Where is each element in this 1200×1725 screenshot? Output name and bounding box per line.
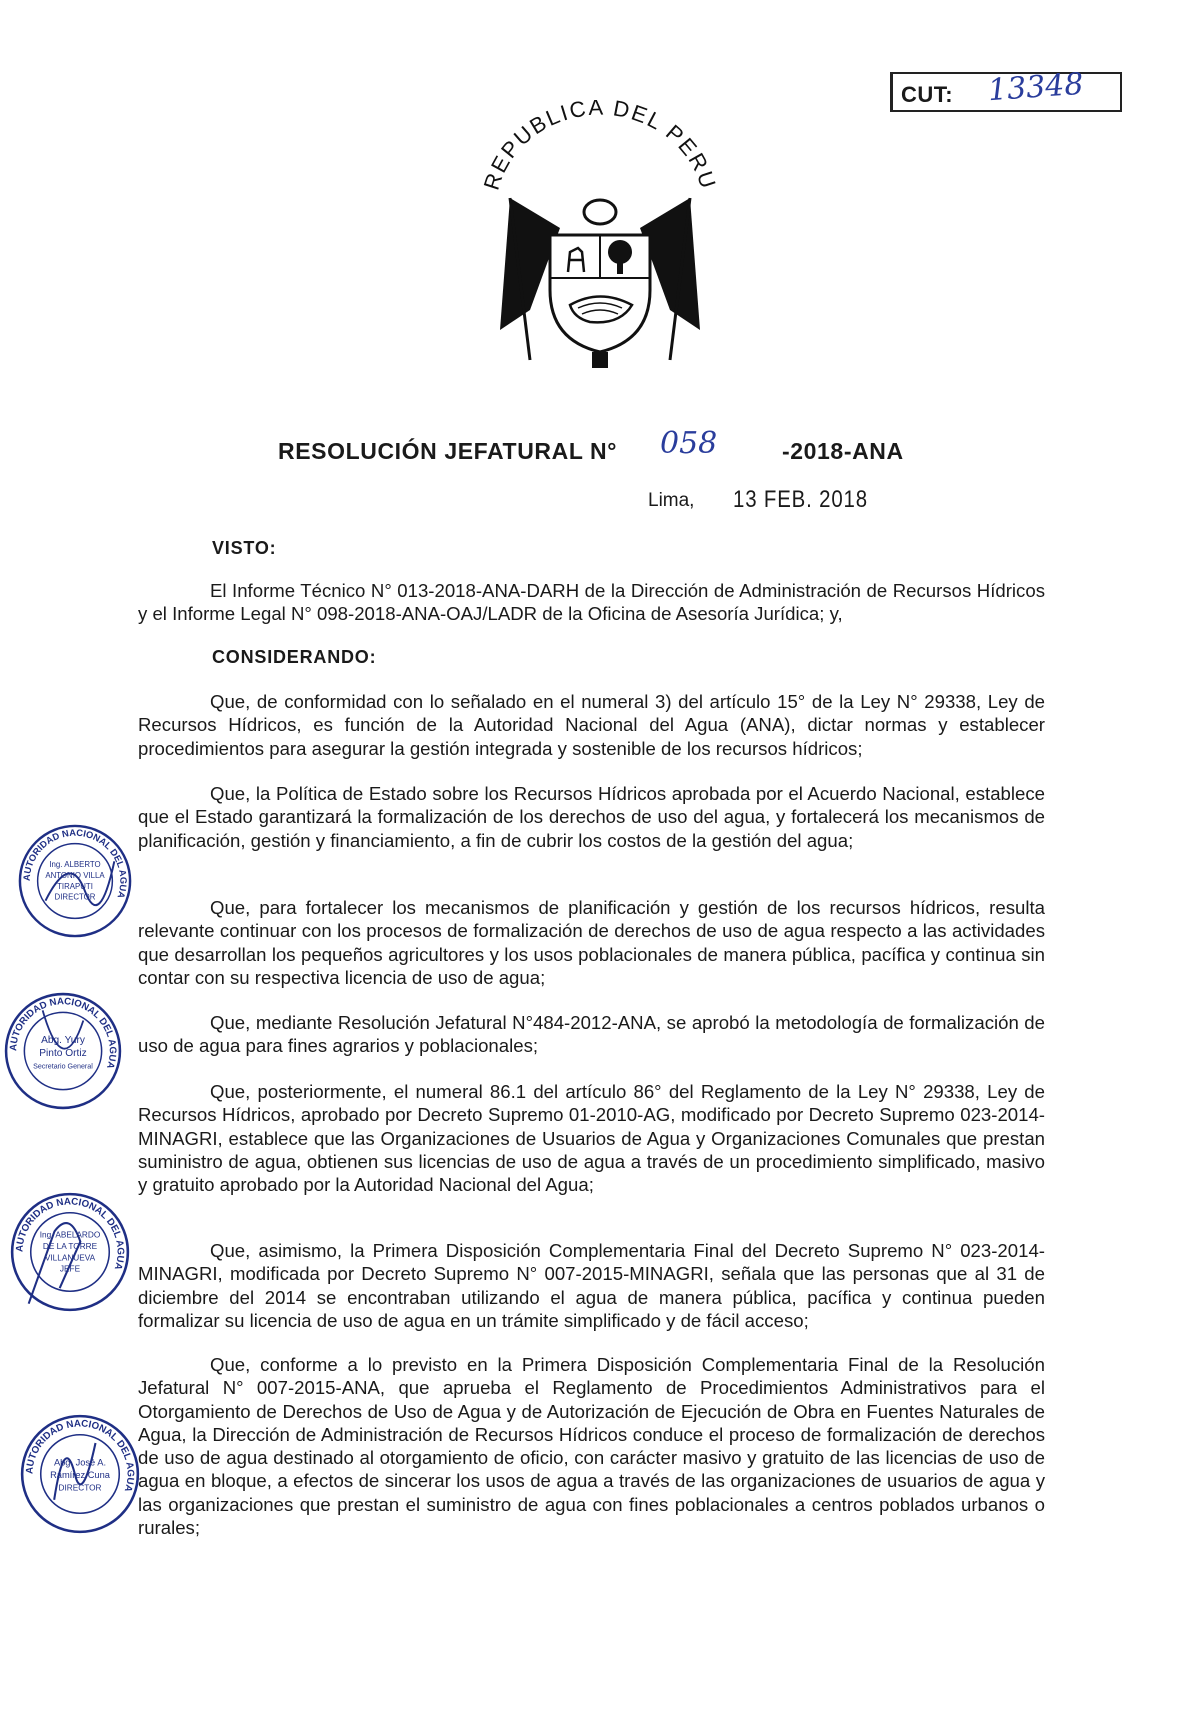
svg-text:Ramírez Cuna: Ramírez Cuna: [50, 1470, 110, 1481]
resolution-title: RESOLUCIÓN JEFATURAL N°: [278, 438, 618, 464]
date-stamp: 13 FEB. 2018: [733, 486, 868, 513]
svg-text:AUTORIDAD NACIONAL DEL AGUA: AUTORIDAD NACIONAL DEL AGUA: [8, 996, 118, 1070]
official-seal-stamp: [8, 1190, 132, 1314]
svg-text:Abg. José A.: Abg. José A.: [53, 1457, 107, 1468]
svg-text:DE LA TORRE: DE LA TORRE: [42, 1241, 98, 1251]
visto-heading: VISTO:: [212, 538, 277, 558]
coat-of-arms-emblem: [470, 100, 730, 375]
svg-text:DIRECTOR: DIRECTOR: [54, 892, 96, 902]
emblem-arc-text: REPUBLICA DEL PERU: [478, 100, 722, 193]
svg-text:Ing. ALBERTO: Ing. ALBERTO: [49, 860, 101, 870]
considerando-paragraph: Que, posteriormente, el numeral 86.1 del artículo 86° del Reglamento de la Ley N° 29338, Ley de Recursos Hídricos, aprobado por Decreto Supremo 01-2010-AG, modificado por Decreto Supremo 023-2014-MINAGRI, establece que las Organizaciones de Usuarios de Agua y Organizaciones Comunales que prestan suministro de agua, obtienen sus licencias de uso de agua a través de un procedimiento simplificado, masivo y gratuito aprobado por la Autoridad Nacional del Agua;: [138, 1081, 1045, 1196]
svg-text:AUTORIDAD NACIONAL DEL AGUA: AUTORIDAD NACIONAL DEL AGUA: [24, 1418, 136, 1494]
cut-label: CUT:: [901, 82, 954, 107]
official-seal-stamp: [2, 990, 124, 1112]
svg-text:AUTORIDAD NACIONAL DEL AGUA: AUTORIDAD NACIONAL DEL AGUA: [14, 1196, 126, 1272]
resolution-number-handwritten: 058: [660, 426, 718, 461]
place-label: Lima,: [648, 490, 695, 511]
svg-text:Secretario General: Secretario General: [33, 1062, 93, 1071]
resolution-suffix: -2018-ANA: [782, 438, 904, 464]
svg-text:DIRECTOR: DIRECTOR: [58, 1483, 102, 1493]
considerando-heading: CONSIDERANDO:: [212, 647, 377, 667]
considerando-paragraph: Que, mediante Resolución Jefatural N°484-2012-ANA, se aprobó la metodología de formalización de uso de agua para fines agrarios y poblacionales;: [138, 1012, 1045, 1057]
svg-text:REPUBLICA DEL PERU: [479, 100, 722, 193]
svg-text:JEFE: JEFE: [59, 1264, 81, 1274]
svg-text:Ing. ABELARDO: Ing. ABELARDO: [39, 1230, 101, 1240]
svg-text:Abg. Yury: Abg. Yury: [41, 1034, 85, 1046]
cut-box: [890, 66, 1122, 112]
considerando-paragraph: Que, la Política de Estado sobre los Recursos Hídricos aprobada por el Acuerdo Nacional, establece que el Estado garantizará la formalización de los derechos de uso del agua, y fortalecerá los mecanismos de planificación, gestión y financiamiento, a fin de cubrir los costos de la gestión del agua;: [138, 783, 1045, 851]
svg-text:AUTORIDAD NACIONAL DEL AGUA: AUTORIDAD NACIONAL DEL AGUA: [21, 827, 129, 900]
svg-text:ANTONIO VILLA: ANTONIO VILLA: [45, 871, 105, 881]
considerando-paragraph: Que, conforme a lo previsto en la Primera Disposición Complementaria Final de la Resolución Jefatural N° 007-2015-ANA, que aprueba el Reglamento de Procedimientos Administrativos para el Otorgamiento de Derechos de Uso de Agua y de Autorización de Ejecución de Obra en Fuentes Naturales de Agua, la Dirección de Administración de Recursos Hídricos conduce el proceso de formalización de derechos de uso de agua destinado al otorgamiento de oficio, con carácter masivo y gratuito de las licencias de uso de agua en bloque, a efectos de sincerar los usos de agua a través de las organizaciones de usuarios de agua y las organizaciones que prestan el suministro de agua con fines poblacionales a centros poblados urbanos o rurales;: [138, 1354, 1045, 1539]
official-seal-stamp: [18, 1412, 142, 1536]
svg-text:TIRAPUTI: TIRAPUTI: [57, 881, 93, 891]
official-seal-stamp: [16, 822, 134, 940]
considerando-paragraph: Que, para fortalecer los mecanismos de planificación y gestión de los recursos hídricos, resulta relevante continuar con los procesos de formalización de derechos de uso de agua respecto a las actividades que desarrollan los pequeños agricultores y los usos poblacionales de manera pública, pacífica y continua sin contar con su respectiva licencia de uso de agua;: [138, 897, 1045, 988]
cut-number-handwritten: 13348: [986, 66, 1085, 109]
considerando-paragraph: Que, de conformidad con lo señalado en el numeral 3) del artículo 15° de la Ley N° 29338, Ley de Recursos Hídricos, es función de la Autoridad Nacional del Agua (ANA), dictar normas y establecer procedimientos para asegurar la gestión integrada y sostenible de los recursos hídricos;: [138, 691, 1045, 759]
svg-text:VILLANUEVA: VILLANUEVA: [44, 1253, 96, 1263]
considerando-paragraph: Que, asimismo, la Primera Disposición Complementaria Final del Decreto Supremo N° 023-2014-MINAGRI, modificada por Decreto Supremo N° 007-2015-MINAGRI, señala que las personas que al 31 de diciembre del 2014 se encontraban utilizando el agua de manera pública, pacífica y continua pueden formalizar su licencia de uso de agua en un trámite simplificado y de fácil acceso;: [138, 1240, 1045, 1331]
svg-text:Pinto Ortiz: Pinto Ortiz: [39, 1048, 87, 1060]
visto-paragraph: El Informe Técnico N° 013-2018-ANA-DARH de la Dirección de Administración de Recursos Hídricos y el Informe Legal N° 098-2018-ANA-OAJ/LADR de la Oficina de Asesoría Jurídica; y,: [138, 580, 1045, 625]
